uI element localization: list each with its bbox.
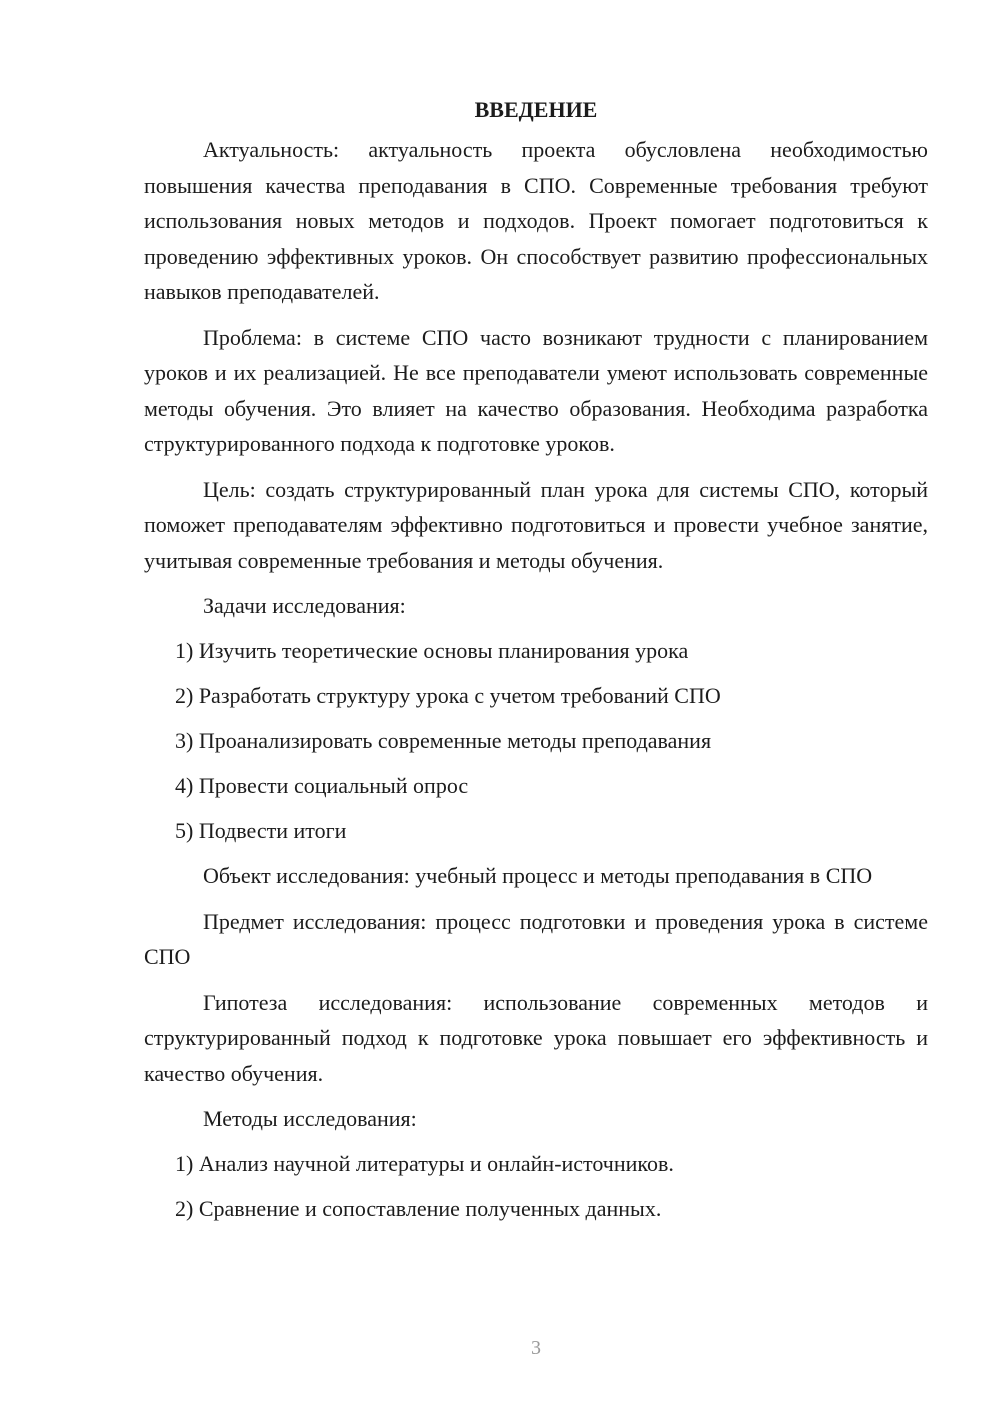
tasks-list [144, 633, 928, 848]
problem-paragraph: Проблема: в системе СПО часто возникают трудности с планированием уроков и их реализацией. Не все преподаватели умеют использовать современные методы обучения. Это влияет на качество образования. Необходима разработка структурированного подхода к подготовке уроков. [144, 324, 928, 456]
tasks-heading: Задачи исследования: [203, 593, 406, 618]
goal-paragraph: Цель: создать структурированный план урока для системы СПО, который поможет преподавателям эффективно подготовиться и провести учебное занятие, учитывая современные требования и методы обучения. [144, 476, 928, 573]
document-page [144, 92, 928, 1236]
list-item: 1) Изучить теоретические основы планирования урока [175, 638, 689, 663]
relevance-paragraph: Актуальность: актуальность проекта обусловлена необходимостью повышения качества преподавания в СПО. Современные требования требуют использования новых методов и подходов. Проект помогает подготовиться к проведению эффективных уроков. Он способствует развитию профессиональных навыков преподавателей. [144, 137, 928, 304]
list-item: 2) Сравнение и сопоставление полученных данных. [175, 1196, 662, 1221]
methods-heading: Методы исследования: [203, 1106, 417, 1131]
page-title: ВВЕДЕНИЕ [474, 97, 598, 122]
list-item: 4) Провести социальный опрос [175, 773, 469, 798]
subject-paragraph: Предмет исследования: процесс подготовки и проведения урока в системе СПО [144, 908, 928, 969]
list-item: 1) Анализ научной литературы и онлайн-источников. [175, 1151, 674, 1176]
list-item: 2) Разработать структуру урока с учетом требований СПО [175, 683, 721, 708]
methods-list [144, 1146, 928, 1226]
page-number: 3 [531, 1337, 541, 1359]
list-item: 5) Подвести итоги [175, 818, 347, 843]
object-paragraph: Объект исследования: учебный процесс и методы преподавания в СПО [203, 863, 873, 888]
hypothesis-paragraph: Гипотеза исследования: использование современных методов и структурированный подход к подготовке урока повышает его эффективность и качество обучения. [144, 989, 928, 1086]
list-item: 3) Проанализировать современные методы преподавания [175, 728, 712, 753]
